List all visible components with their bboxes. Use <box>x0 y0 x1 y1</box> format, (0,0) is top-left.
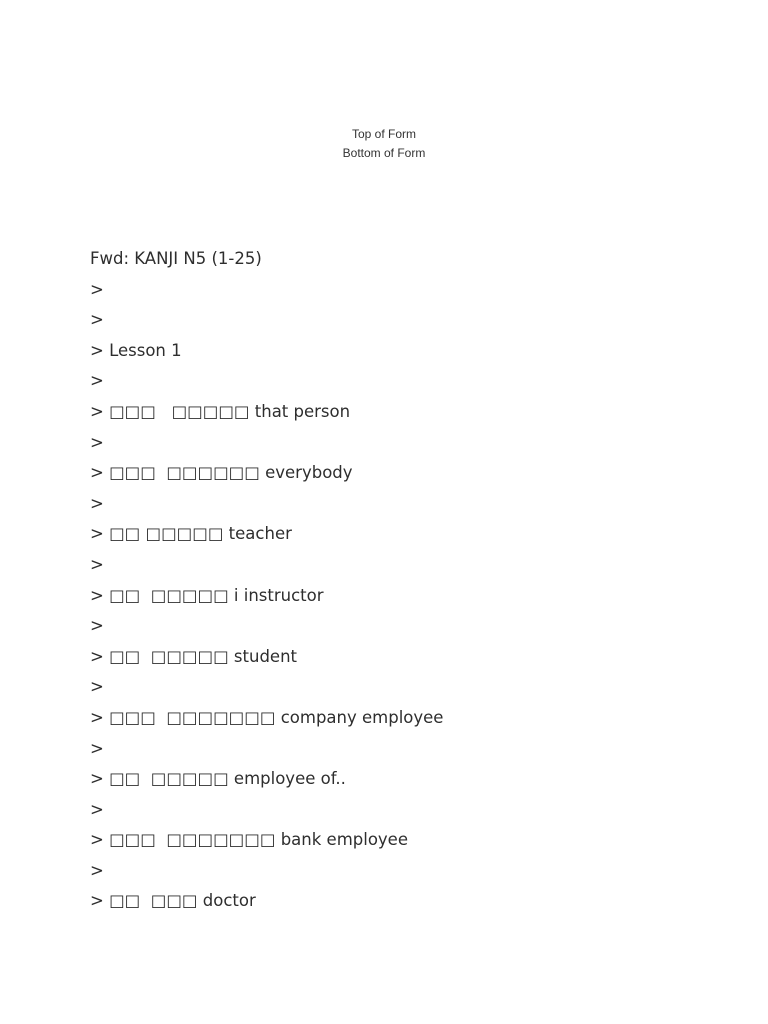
form-markers <box>0 125 768 163</box>
vocab-line: > □□□ □□□□□□□ bank employee <box>90 830 408 850</box>
quote-line: > <box>90 279 104 299</box>
quote-line: > <box>90 677 104 697</box>
email-subject-line: Fwd: KANJI N5 (1-25) <box>90 249 262 268</box>
vocab-line: > □□□ □□□□□□ everybody <box>90 463 353 483</box>
vocab-line: > □□□ □□□□□ that person <box>90 401 351 421</box>
quote-line: > <box>90 371 104 391</box>
quote-line: > <box>90 860 104 880</box>
lesson-heading: > Lesson 1 <box>90 340 182 360</box>
email-body <box>90 244 730 917</box>
quote-line: > <box>90 554 104 574</box>
quote-line: > <box>90 310 104 330</box>
bottom-of-form-label: Bottom of Form <box>342 146 426 160</box>
vocab-line: > □□□ □□□□□□□ company employee <box>90 707 444 727</box>
quote-line: > <box>90 738 104 758</box>
vocab-line: > □□ □□□□□ i instructor <box>90 585 324 605</box>
vocab-line: > □□ □□□□□ teacher <box>90 524 292 544</box>
quote-line: > <box>90 493 104 513</box>
vocab-line: > □□ □□□□□ employee of.. <box>90 769 346 789</box>
vocab-line: > □□ □□□ doctor <box>90 891 256 911</box>
quote-line: > <box>90 616 104 636</box>
vocab-line: > □□ □□□□□ student <box>90 646 298 666</box>
quote-line: > <box>90 799 104 819</box>
top-of-form-label: Top of Form <box>351 127 417 141</box>
quote-line: > <box>90 432 104 452</box>
